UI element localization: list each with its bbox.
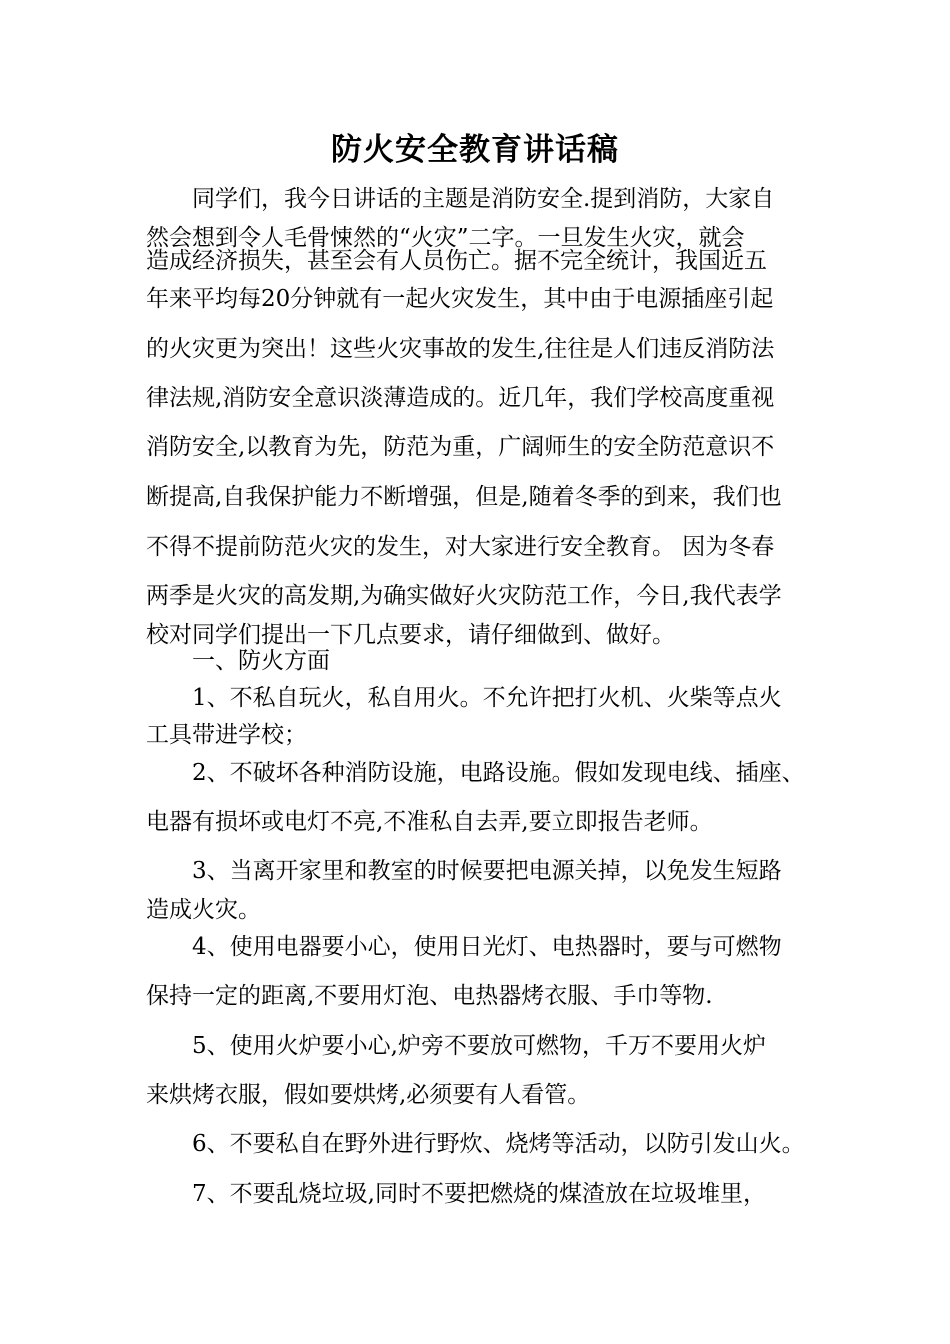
list-item: 3、当离开家里和教室的时候要把电源关掉，以免发生短路 [192,858,782,884]
list-item-continued: 来烘烤衣服，假如要烘烤,必须要有人看管。 [146,1082,591,1108]
document-title: 防火安全教育讲话稿 [331,132,619,168]
paragraph-line: 年来平均每20分钟就有一起火灾发生，其中由于电源插座引起 [146,286,774,312]
list-item: 2、不破坏各种消防设施，电路设施。假如发现电线、插座、 [192,760,805,786]
paragraph-line: 同学们，我今日讲话的主题是消防安全.提到消防，大家自 [192,186,775,212]
list-item: 4、使用电器要小心，使用日光灯、电热器时，要与可燃物 [192,934,782,960]
list-item-continued: 保持一定的距离,不要用灯泡、电热器烤衣服、手巾等物. [146,983,713,1009]
list-item: 6、不要私自在野外进行野炊、烧烤等活动，以防引发山火。 [192,1131,805,1157]
list-item-continued: 造成火灾。 [146,897,261,923]
list-item: 7、不要乱烧垃圾,同时不要把燃烧的煤渣放在垃圾堆里， [192,1181,766,1207]
list-item-continued: 工具带进学校； [146,722,307,748]
paragraph-line: 造成经济损失，甚至会有人员伤亡。据不完全统计，我国近五 [146,248,767,274]
list-item: 1、不私自玩火，私自用火。不允许把打火机、火柴等点火 [192,685,782,711]
list-item: 5、使用火炉要小心,炉旁不要放可燃物，千万不要用火炉 [192,1033,766,1059]
paragraph-line: 断提高,自我保护能力不断增强，但是,随着冬季的到来，我们也 [146,484,782,510]
list-item-continued: 电器有损坏或电灯不亮,不准私自去弄,要立即报告老师。 [146,809,713,835]
paragraph-line: 校对同学们提出一下几点要求，请仔细做到、做好。 [146,622,675,648]
paragraph-line: 然会想到令人毛骨悚然的“火灾”二字。一旦发生火灾，就会 [146,225,745,251]
section-heading: 一、防火方面 [192,648,330,674]
paragraph-line: 的火灾更为突出！这些火灾事故的发生,往往是人们违反消防法 [146,336,775,362]
paragraph-line: 两季是火灾的高发期,为确实做好火灾防范工作，今日,我代表学 [146,583,782,609]
paragraph-line: 律法规,消防安全意识淡薄造成的。近几年，我们学校高度重视 [146,385,775,411]
paragraph-line: 消防安全,以教育为先，防范为重，广阔师生的安全防范意识不 [146,434,775,460]
paragraph-line: 不得不提前防范火灾的发生，对大家进行安全教育。 因为冬春 [146,534,775,560]
